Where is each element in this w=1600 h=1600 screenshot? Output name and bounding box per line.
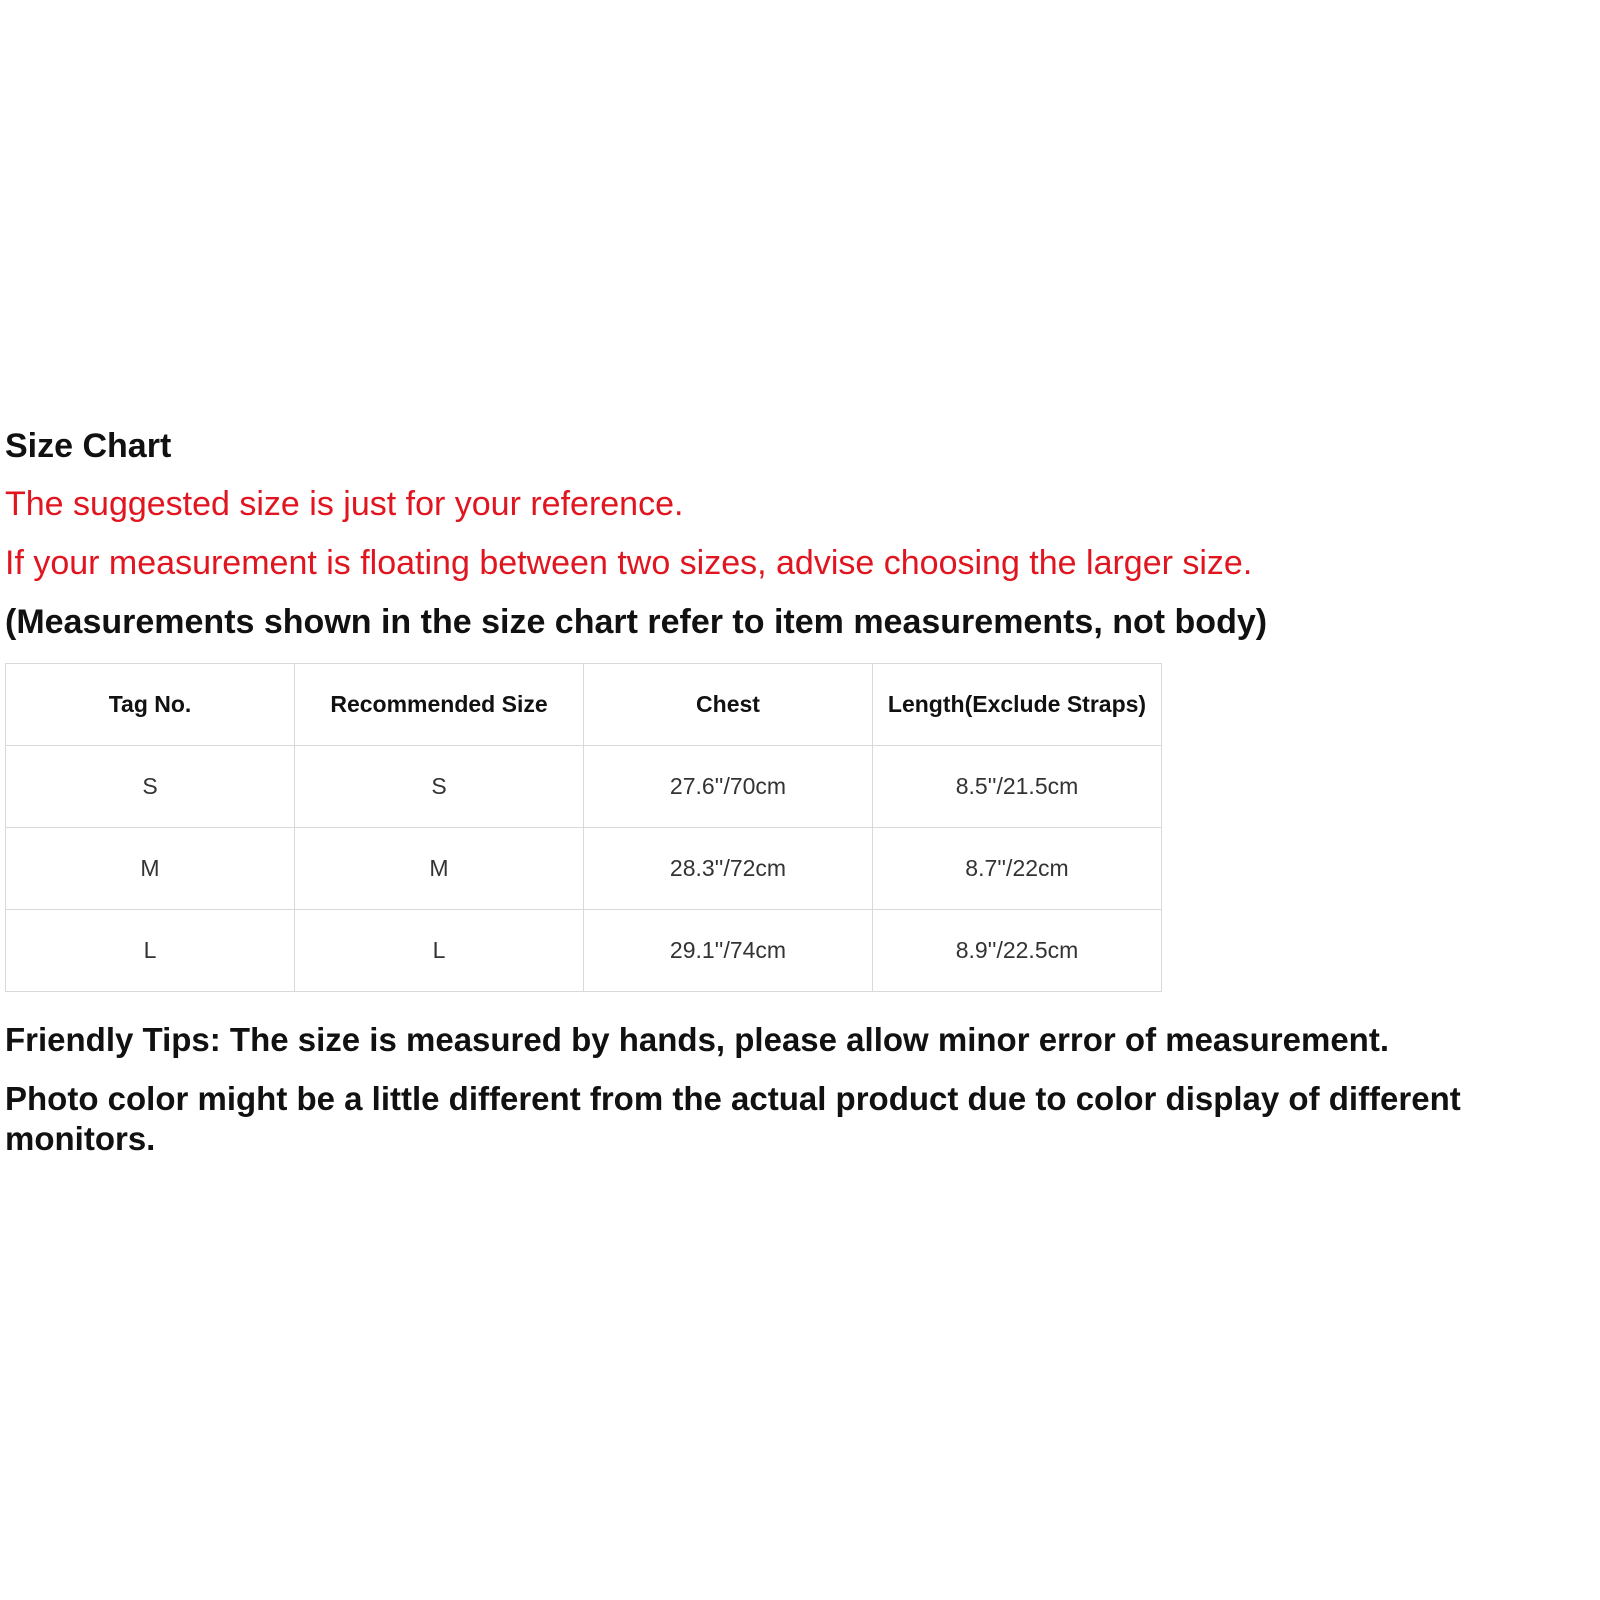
cell-length: 8.7''/22cm (873, 828, 1162, 910)
header-chest: Chest (584, 664, 873, 746)
header-length: Length(Exclude Straps) (873, 664, 1162, 746)
table-row (6, 910, 1162, 992)
table-row (6, 746, 1162, 828)
cell-tag-no: L (6, 910, 295, 992)
measurement-disclaimer: (Measurements shown in the size chart refer to item measurements, not body) (5, 603, 1268, 641)
cell-tag-no: S (6, 746, 295, 828)
table-header-row (6, 664, 1162, 746)
size-table (5, 663, 1162, 992)
header-tag-no: Tag No. (6, 664, 295, 746)
cell-chest: 27.6''/70cm (584, 746, 873, 828)
table-row (6, 828, 1162, 910)
size-chart-section (5, 426, 1595, 1159)
larger-size-advice: If your measurement is floating between two sizes, advise choosing the larger size. (5, 544, 1253, 582)
reference-note: The suggested size is just for your reference. (5, 485, 684, 523)
friendly-tips (5, 1020, 1595, 1159)
header-recommended-size: Recommended Size (295, 664, 584, 746)
size-chart-title: Size Chart (5, 427, 172, 465)
cell-chest: 28.3''/72cm (584, 828, 873, 910)
cell-recommended-size: L (295, 910, 584, 992)
tips-color-line: Photo color might be a little different from the actual product due to color display of different monitors. (5, 1080, 1461, 1157)
cell-chest: 29.1''/74cm (584, 910, 873, 992)
cell-length: 8.9''/22.5cm (873, 910, 1162, 992)
tips-measurement-line: Friendly Tips: The size is measured by hands, please allow minor error of measurement. (5, 1021, 1389, 1058)
cell-recommended-size: M (295, 828, 584, 910)
cell-recommended-size: S (295, 746, 584, 828)
cell-length: 8.5''/21.5cm (873, 746, 1162, 828)
cell-tag-no: M (6, 828, 295, 910)
